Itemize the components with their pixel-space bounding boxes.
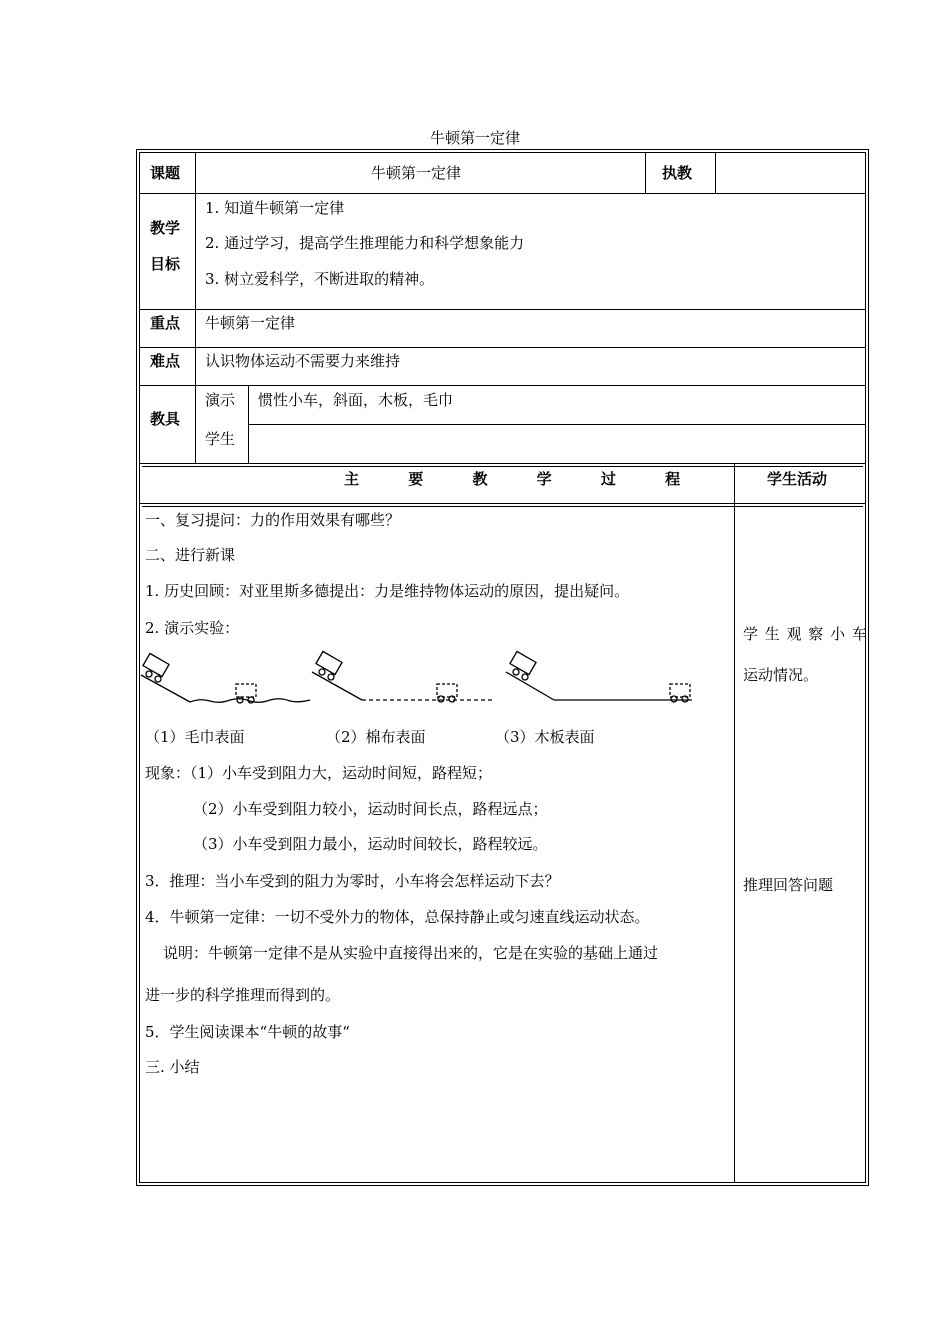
surface-label-towel: （1）毛巾表面 — [145, 728, 245, 746]
summary-heading: 三. 小结 — [145, 1058, 200, 1076]
demo-label: 演示 — [205, 391, 236, 409]
topic-label: 课题 — [150, 164, 181, 182]
review-question: 一、复习提问：力的作用效果有哪些？ — [145, 511, 401, 529]
goals-label-line1: 教学 — [150, 219, 181, 237]
student-activity-header: 学生活动 — [767, 470, 828, 488]
phenomenon-2: （2）小车受到阻力较小，运动时间长点，路程远点； — [193, 800, 548, 818]
process-header: 主 要 教 学 过 程 — [344, 470, 703, 488]
activity-observe-line2: 运动情况。 — [743, 666, 819, 684]
note-line1: 说明：牛顿第一定律不是从实验中直接得出来的，它是在实验的基础上通过 — [163, 944, 659, 962]
document-title: 牛顿第一定律 — [429, 129, 520, 147]
goals-label-line2: 目标 — [150, 255, 181, 273]
tools-label: 教具 — [150, 410, 181, 428]
difficulty-value: 认识物体运动不需要力来维持 — [205, 352, 401, 370]
note-line2: 进一步的科学推理而得到的。 — [145, 986, 341, 1004]
experiment-illustration — [140, 650, 700, 710]
surface-label-cotton: （2）棉布表面 — [326, 728, 426, 746]
table-border — [136, 149, 869, 150]
demo-value: 惯性小车，斜面，木板，毛巾 — [258, 391, 454, 409]
surface-label-wood: （3）木板表面 — [495, 728, 595, 746]
goal-item: 3. 树立爱科学，不断进取的精神。 — [205, 270, 435, 288]
key-point-value: 牛顿第一定律 — [205, 314, 296, 332]
history-review: 1. 历史回顾：对亚里斯多德提出：力是维持物体运动的原因，提出疑问。 — [145, 582, 630, 600]
activity-answer: 推理回答问题 — [743, 876, 834, 894]
student-tools-label: 学生 — [205, 430, 236, 448]
cart-icon — [510, 651, 536, 680]
key-point-label: 重点 — [150, 314, 181, 332]
reading-task: 5．学生阅读课本“牛顿的故事“ — [145, 1023, 350, 1041]
newton-law: 4．牛顿第一定律：一切不受外力的物体，总保持静止或匀速直线运动状态。 — [145, 908, 650, 926]
goal-item: 2. 通过学习，提高学生推理能力和科学想象能力 — [205, 234, 525, 252]
activity-observe-line1: 学 生 观 察 小 车 — [743, 625, 868, 643]
phenomenon-1: 现象：（1）小车受到阻力大，运动时间短，路程短； — [145, 764, 493, 782]
difficulty-label: 难点 — [150, 352, 181, 370]
inference: 3．推理：当小车受到的阻力为零时，小车将会怎样运动下去？ — [145, 872, 560, 890]
new-lesson-heading: 二、进行新课 — [145, 546, 236, 564]
phenomenon-3: （3）小车受到阻力最小，运动时间较长，路程较远。 — [193, 835, 548, 853]
topic-value: 牛顿第一定律 — [371, 164, 462, 182]
teacher-label: 执教 — [662, 164, 693, 182]
demo-experiment: 2. 演示实验： — [145, 619, 240, 637]
goal-item: 1. 知道牛顿第一定律 — [205, 199, 345, 217]
